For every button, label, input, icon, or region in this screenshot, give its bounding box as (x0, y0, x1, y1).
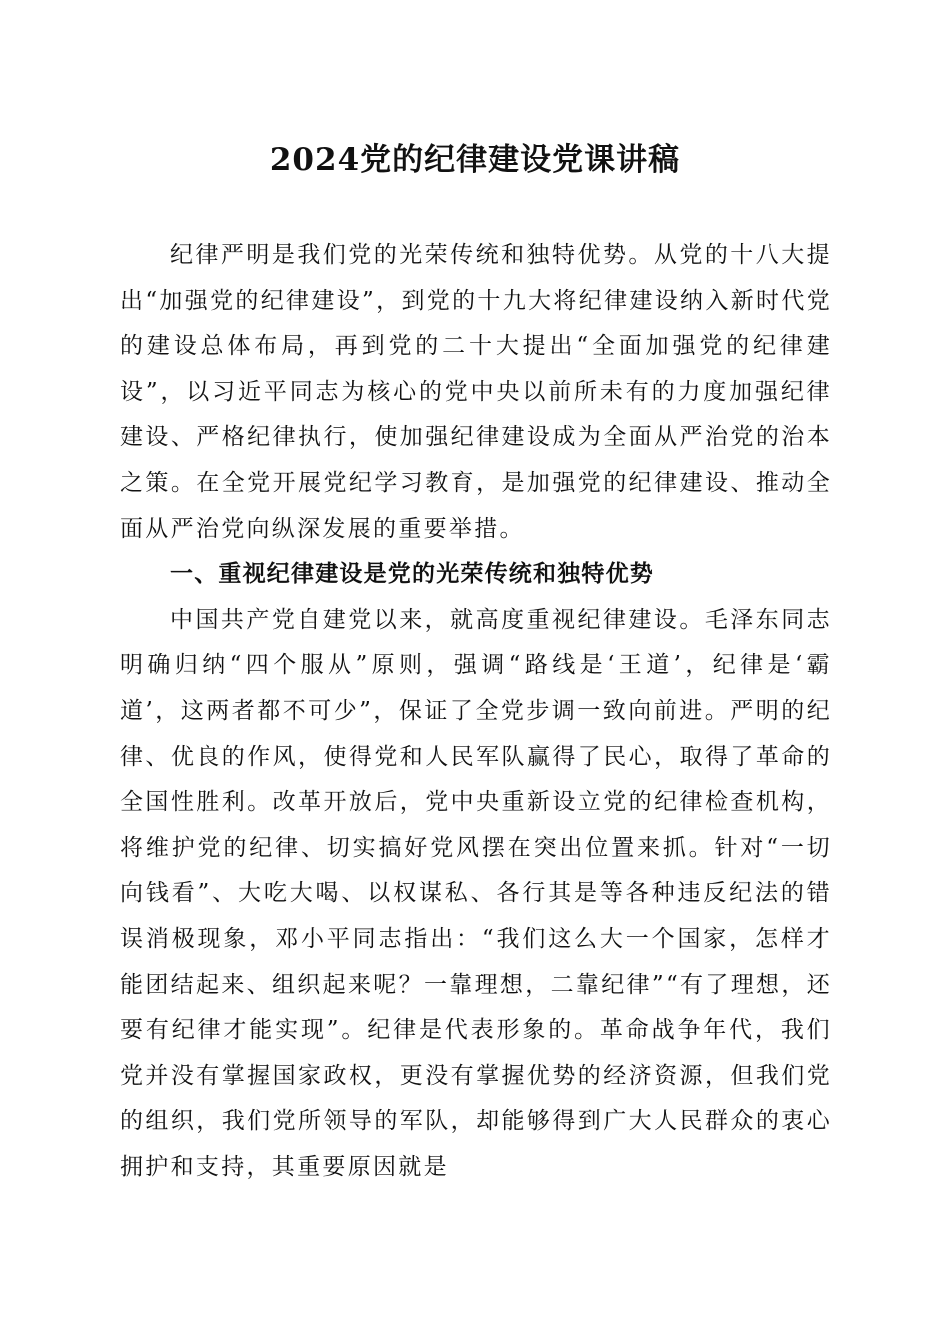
document-title: 2024党的纪律建设党课讲稿 (269, 142, 681, 178)
section-paragraph: 中国共产党自建党以来，就高度重视纪律建设。毛泽东同志明确归纳“四个服从”原则，强调“路线是‘王道’，纪律是‘霸道’，这两者都不可少”，保证了全党步调一致向前进。严明的纪律、优良的作风，使得党和人民军队赢得了民心，取得了革命的全国性胜利。改革开放后，党中央重新设立党的纪律检查机构，将维护党的纪律、切实搞好党风摆在突出位置来抓。针对“一切向钱看”、大吃大喝、以权谋私、各行其是等各种违反纪法的错误消极现象，邓小平同志指出：“我们这么大一个国家，怎样才能团结起来、组织起来呢？一靠理想，二靠纪律”“有了理想，还要有纪律才能实现”。纪律是代表形象的。革命战争年代，我们党并没有掌握国家政权，更没有掌握优势的经济资源，但我们党的组织，我们党所领导的军队，却能够得到广大人民群众的衷心拥护和支持，其重要原因就是 (120, 606, 832, 1180)
section-heading: 一、重视纪律建设是党的光荣传统和独特优势 (170, 561, 654, 588)
document-body (120, 233, 832, 1190)
intro-paragraph: 纪律严明是我们党的光荣传统和独特优势。从党的十八大提出“加强党的纪律建设”，到党的十九大将纪律建设纳入新时代党的建设总体布局，再到党的二十大提出“全面加强党的纪律建设”，以习近平同志为核心的党中央以前所未有的力度加强纪律建设、严格纪律执行，使加强纪律建设成为全面从严治党的治本之策。在全党开展党纪学习教育，是加强党的纪律建设、推动全面从严治党向纵深发展的重要举措。 (120, 242, 832, 542)
